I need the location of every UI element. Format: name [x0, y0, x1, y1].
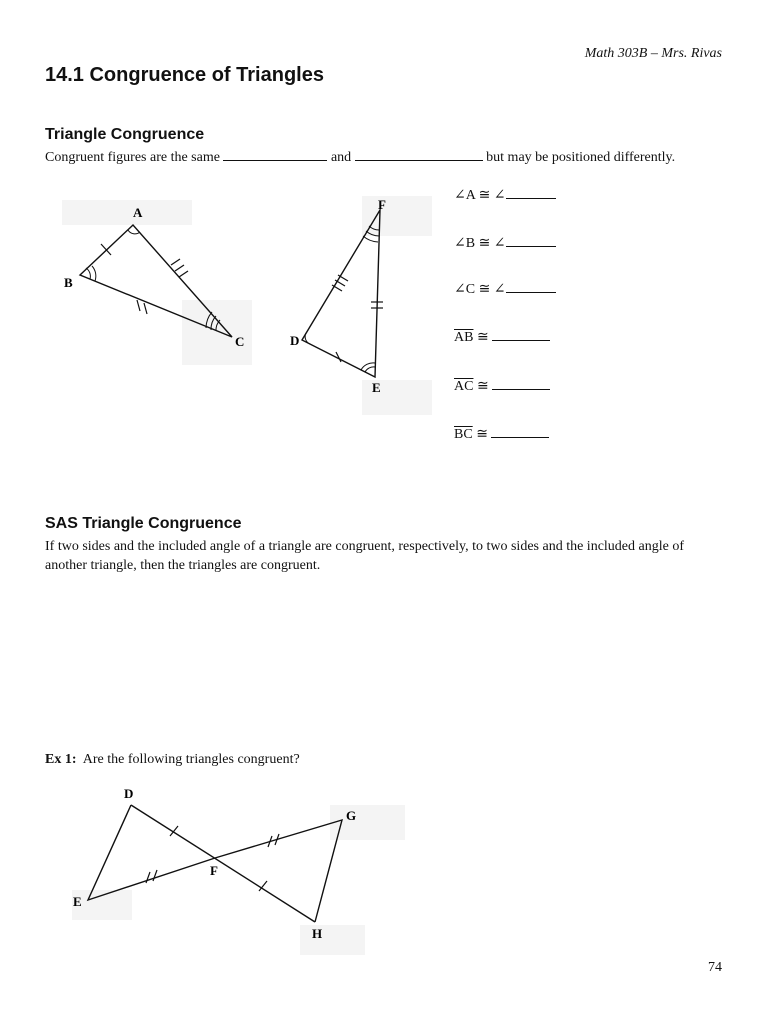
triangle-def-figure: [290, 196, 432, 415]
segment-label: $\overline{BC}$: [454, 427, 473, 442]
answer-blank[interactable]: [506, 280, 556, 293]
sentence-end: but may be positioned differently.: [486, 150, 676, 165]
example-question: Are the following triangles congruent?: [82, 752, 300, 767]
point-label-h: H: [312, 926, 323, 941]
congruent-symbol: ≅: [476, 427, 488, 442]
vertex-label-d: D: [290, 333, 300, 348]
scan-shade: [300, 925, 365, 955]
congruent-symbol: ≅: [476, 330, 489, 345]
course-header: Math 303B – Mrs. Rivas: [584, 46, 722, 61]
tick-mark-ac: [175, 265, 184, 271]
example-label: Ex 1:: [45, 752, 77, 767]
segment-dh: [131, 805, 315, 922]
congruent-symbol: ≅: [476, 379, 489, 394]
answer-blank[interactable]: [492, 328, 550, 341]
statement-angle-a: [454, 186, 556, 204]
tick-mark-bc: [137, 300, 140, 311]
tick-mark-ef: [153, 870, 157, 881]
statement-angle-b: [454, 234, 556, 252]
answer-blank[interactable]: [491, 425, 549, 438]
statement-angle-c: [454, 280, 556, 298]
example-figure: [72, 786, 405, 955]
section-heading-triangle-congruence: Triangle Congruence: [45, 126, 205, 143]
answer-blank[interactable]: [506, 186, 556, 199]
scan-shade: [182, 300, 252, 365]
vertex-label-f: F: [378, 197, 386, 212]
angle-arc-e: [365, 367, 375, 372]
point-label-e: E: [73, 894, 82, 909]
point-label-g: G: [346, 808, 357, 823]
sas-definition: If two sides and the included angle of a triangle are congruent, respectively, to two sides and the included angle of another triangle, then the triangles are congruent.: [45, 539, 684, 573]
vertex-label-e: E: [372, 380, 381, 395]
section-heading-sas: SAS Triangle Congruence: [45, 515, 242, 532]
statement-text: ∠A ≅ ∠: [454, 188, 506, 203]
tick-mark-ac: [179, 271, 188, 277]
answer-blank[interactable]: [492, 377, 550, 390]
statement-text: ∠C ≅ ∠: [454, 282, 506, 297]
tick-mark-ef: [146, 872, 150, 883]
segment-label: $\overline{AB}$: [454, 330, 474, 345]
angle-arc-b: [92, 266, 96, 281]
answer-blank[interactable]: [506, 234, 556, 247]
sentence-start: Congruent figures are the same: [45, 150, 220, 165]
page-title: 14.1 Congruence of Triangles: [45, 64, 324, 86]
triangle-abc-figure: [62, 200, 252, 365]
statement-text: ∠B ≅ ∠: [454, 236, 506, 251]
segment-label: $\overline{AC}$: [454, 379, 474, 394]
page-number: 74: [708, 960, 722, 975]
statement-segment-bc: [454, 425, 549, 443]
sentence-mid: and: [330, 150, 352, 165]
tick-mark-ac: [171, 259, 180, 265]
vertex-label-c: C: [235, 334, 245, 349]
example-1-prompt: [45, 752, 300, 768]
tick-mark-bc: [144, 303, 147, 314]
vertex-label-a: A: [133, 205, 143, 220]
statement-segment-ab: [454, 328, 550, 346]
point-label-d: D: [124, 786, 134, 801]
statement-segment-ac: [454, 377, 550, 395]
point-label-f: F: [210, 863, 218, 878]
angle-arc-f: [363, 236, 378, 242]
scan-shade: [362, 196, 432, 236]
vertex-label-b: B: [64, 275, 73, 290]
scan-shade: [62, 200, 192, 225]
triangle-def-ex: [88, 805, 215, 900]
